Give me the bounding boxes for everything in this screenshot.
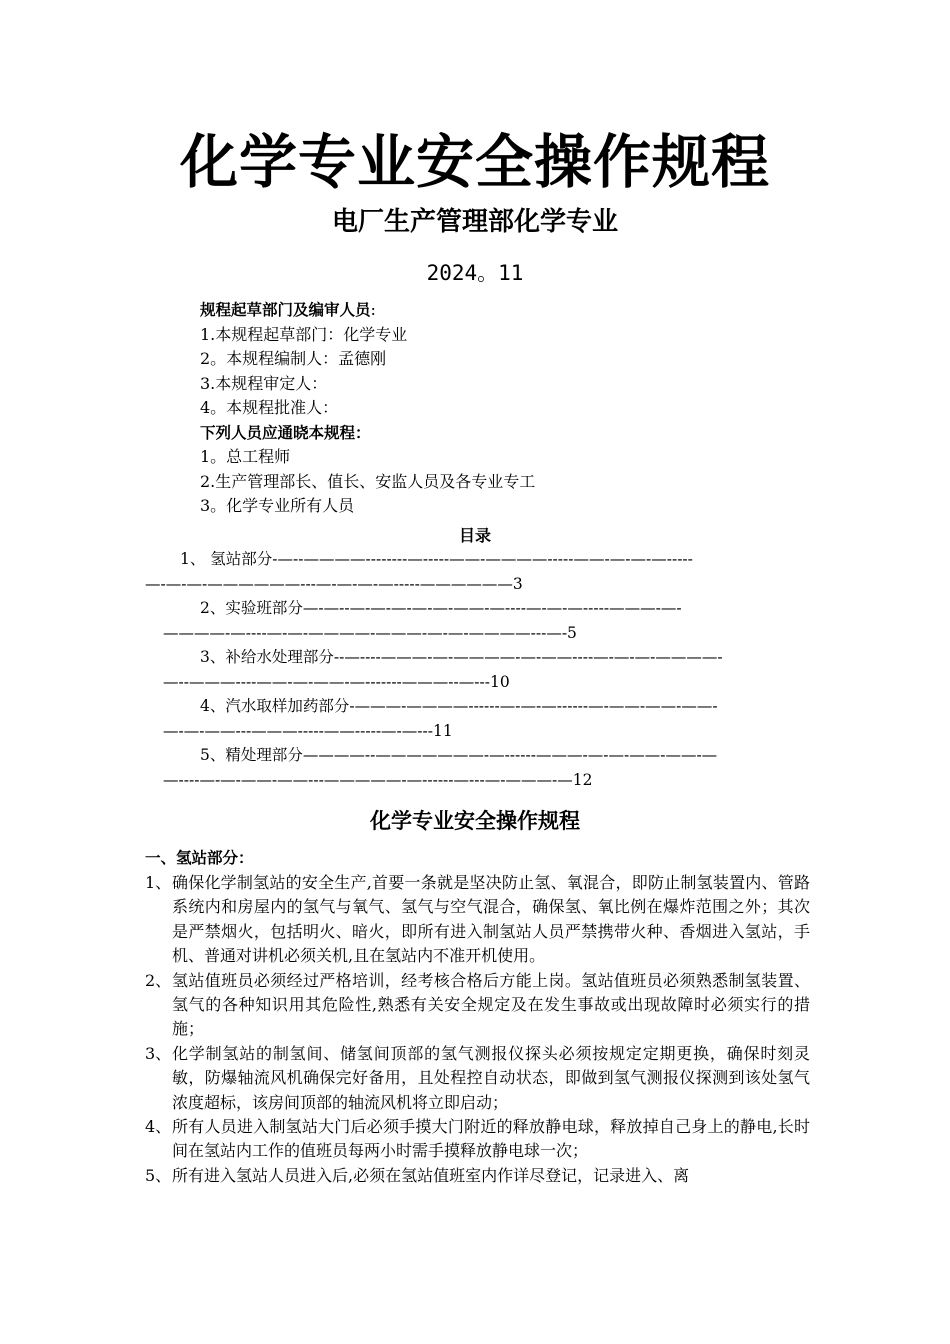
drafting-line: 3.本规程审定人： xyxy=(200,373,328,393)
rule-number: 5、 xyxy=(145,1165,172,1185)
readers-line: 1。总工程师 xyxy=(200,447,291,466)
toc-entry-line2: —-—-——---———-----——-----—-—---11 xyxy=(163,721,453,740)
toc-entry-polishing[interactable] xyxy=(145,743,810,792)
rule-text: 确保化学制氢站的安全生产,首要一条就是坚决防止氢、氧混合，即防止制氢装置内、管路系统内和房屋内的氢气与氧气、氢气与空气混合，确保氢、氧比例在爆炸范围之外；其次是严禁烟火，包括明火、暗火，即所有进入制氢站人员严禁携带火种、香烟进入氢站，手机、普通对讲机必须关机,且在氢站内不准开机使用。 xyxy=(172,873,810,966)
readers-line: 3。化学专业所有人员 xyxy=(200,496,355,515)
toc-entry-line1: 4、汽水取样加药部分-———-————------—-—-—------—-——-——-——- xyxy=(200,697,718,715)
toc-entry-line1: 5、精处理部分————--———————-—------———-—-—-——-——-— xyxy=(200,746,718,764)
rule-item xyxy=(145,1164,810,1188)
rules-list xyxy=(145,871,810,1188)
toc-entry-line1: 2、实验班部分—-—--—-—-—-—-—-——-—----—-—-—-----———-—- xyxy=(200,599,682,617)
rule-text: 氢站值班员必须经过严格培训，经考核合格后方能上岗。氢站值班员必须熟悉制氢装置、氢气的各种知识用其危险性,熟悉有关安全规定及在发生事故或出现故障时必须实行的措施； xyxy=(172,970,810,1039)
readers-heading: 下列人员应通晓本规程： xyxy=(200,423,371,442)
readers-line: 2.生产管理部长、值长、安监人员及各专业专工 xyxy=(200,471,536,491)
toc-entry-line2: ————-—----—-—-————-———-—-—-————---—-5 xyxy=(163,623,577,642)
section-heading: 一、氢站部分： xyxy=(145,849,254,867)
toc-entry-line2: —-—-—-——————---—-—-—-—-----——————3 xyxy=(145,574,523,593)
toc-entry-line1: 3、补给水处理部分--—----———-—-————-—-——----—-—-—-————- xyxy=(200,648,723,666)
drafting-heading-suffix: : xyxy=(370,300,376,319)
toc-entry-makeup-water[interactable] xyxy=(145,645,810,694)
rule-text: 所有人员进入制氢站大门后必须手摸大门附近的释放静电球，释放掉自己身上的静电,长时间在氢站内工作的值班员每两小时需手摸释放静电球一次； xyxy=(172,1117,810,1161)
drafting-line: 4。本规程批准人： xyxy=(200,398,339,417)
rule-item xyxy=(145,871,810,969)
rule-number: 1、 xyxy=(145,873,172,892)
rule-text: 所有进入氢站人员进入后,必须在氢站值班室内作详尽登记，记录进入、离 xyxy=(172,1165,690,1185)
rule-item xyxy=(145,1042,810,1115)
toc-entry-line2: —----—-—-——-——---—————-—------—---—-———-—12 xyxy=(163,770,593,789)
toc-entry-line2: —--———----——-—-——-—-------———--—---10 xyxy=(163,672,510,691)
toc-entry-lab-shift[interactable] xyxy=(145,596,810,645)
drafting-heading-line xyxy=(200,298,840,323)
rule-number: 2、 xyxy=(145,970,172,990)
toc-entry-steam-water-sampling[interactable] xyxy=(145,694,810,743)
document-date: 2024。11 xyxy=(426,261,524,285)
rule-number: 4、 xyxy=(145,1117,172,1137)
toc-title: 目录 xyxy=(458,526,491,545)
drafting-heading: 规程起草部门及编审人员 xyxy=(200,301,371,319)
personnel-info xyxy=(200,298,840,519)
toc-entry-line1: 1、 氢站部分-—--————--------—-----——-————-----——-—-—-—----- xyxy=(180,550,693,568)
drafting-line: 2。本规程编制人：孟德刚 xyxy=(200,349,387,368)
rule-number: 3、 xyxy=(145,1043,172,1063)
document-title: 化学专业安全操作规程 xyxy=(179,128,770,196)
table-of-contents xyxy=(145,547,810,792)
toc-entry-hydrogen-station[interactable] xyxy=(145,547,810,596)
rule-item xyxy=(145,969,810,1042)
rule-item xyxy=(145,1115,810,1164)
document-subtitle: 电厂生产管理部化学专业 xyxy=(331,207,618,237)
rule-text: 化学制氢站的制氢间、储氢间顶部的氢气测报仪探头必须按规定定期更换，确保时刻灵敏，防爆轴流风机确保完好备用，且处程控自动状态，即做到氢气测报仪探测到该处氢气浓度超标，该房间顶部的轴流风机将立即启动； xyxy=(172,1043,810,1112)
section-title: 化学专业安全操作规程 xyxy=(370,809,580,833)
drafting-line: 1.本规程起草部门：化学专业 xyxy=(200,324,408,344)
